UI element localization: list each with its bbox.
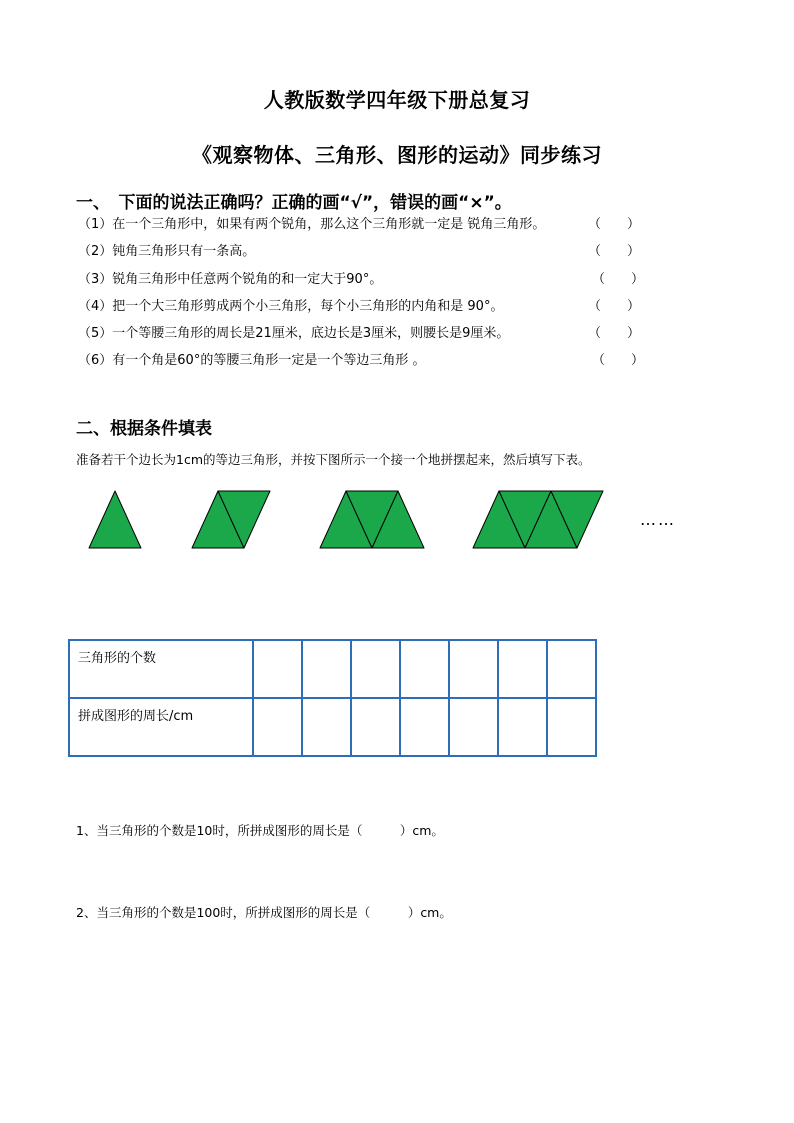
- row-label-triangle-count: 三角形的个数: [69, 640, 253, 698]
- section1-heading: 一、 下面的说法正确吗？正确的画“√”，错误的画“×”。: [76, 193, 512, 213]
- pattern-3-triangles: [320, 491, 424, 548]
- answer-blank-4[interactable]: （ ）: [588, 299, 641, 314]
- question-1: （1）在一个三角形中，如果有两个锐角，那么这个三角形就一定是 锐角三角形。: [78, 217, 546, 232]
- triangle: [89, 491, 141, 548]
- fill-question-2: 2、当三角形的个数是100时，所拼成图形的周长是（ ）cm。: [76, 905, 452, 920]
- answer-blank-1[interactable]: （ ）: [588, 217, 641, 232]
- question-4: （4）把一个大三角形剪成两个小三角形，每个小三角形的内角和是 90°。: [78, 299, 504, 314]
- table-cell[interactable]: [547, 640, 596, 698]
- page-subtitle: 《观察物体、三角形、图形的运动》同步练习: [192, 143, 602, 167]
- pattern-1-triangle: [89, 491, 141, 548]
- answer-blank-6[interactable]: （ ）: [592, 353, 645, 368]
- question-6: （6）有一个角是60°的等腰三角形一定是一个等边三角形 。: [78, 353, 426, 368]
- table-cell[interactable]: [253, 640, 302, 698]
- table-cell[interactable]: [400, 640, 449, 698]
- table-row: [69, 640, 596, 698]
- answer-blank-2[interactable]: （ ）: [588, 244, 641, 259]
- answer-blank-5[interactable]: （ ）: [588, 326, 641, 341]
- question-5: （5）一个等腰三角形的周长是21厘米，底边长是3厘米，则腰长是9厘米。: [78, 326, 510, 341]
- table-cell[interactable]: [449, 640, 498, 698]
- pattern-4-triangles: [473, 491, 603, 548]
- section2-heading: 二、根据条件填表: [76, 419, 212, 439]
- question-2: （2）钝角三角形只有一条高。: [78, 244, 256, 259]
- fill-table: [68, 639, 597, 757]
- table-cell[interactable]: [351, 640, 400, 698]
- pattern-2-triangles: [192, 491, 270, 548]
- table-cell[interactable]: [498, 698, 547, 756]
- table-cell[interactable]: [449, 698, 498, 756]
- ellipsis: ……: [640, 510, 676, 529]
- row-label-perimeter: 拼成图形的周长/cm: [69, 698, 253, 756]
- answer-blank-3[interactable]: （ ）: [592, 272, 645, 287]
- section2-intro: 准备若干个边长为1cm的等边三角形，并按下图所示一个接一个地拼摆起来，然后填写下表。: [76, 452, 591, 467]
- table-cell[interactable]: [547, 698, 596, 756]
- table-row: [69, 698, 596, 756]
- table-cell[interactable]: [498, 640, 547, 698]
- table-cell[interactable]: [351, 698, 400, 756]
- page-title: 人教版数学四年级下册总复习: [263, 88, 531, 112]
- table-cell[interactable]: [302, 640, 351, 698]
- table-cell[interactable]: [253, 698, 302, 756]
- question-3: （3）锐角三角形中任意两个锐角的和一定大于90°。: [78, 272, 383, 287]
- fill-question-1: 1、当三角形的个数是10时，所拼成图形的周长是（ ）cm。: [76, 823, 444, 838]
- table-cell[interactable]: [400, 698, 449, 756]
- table-cell[interactable]: [302, 698, 351, 756]
